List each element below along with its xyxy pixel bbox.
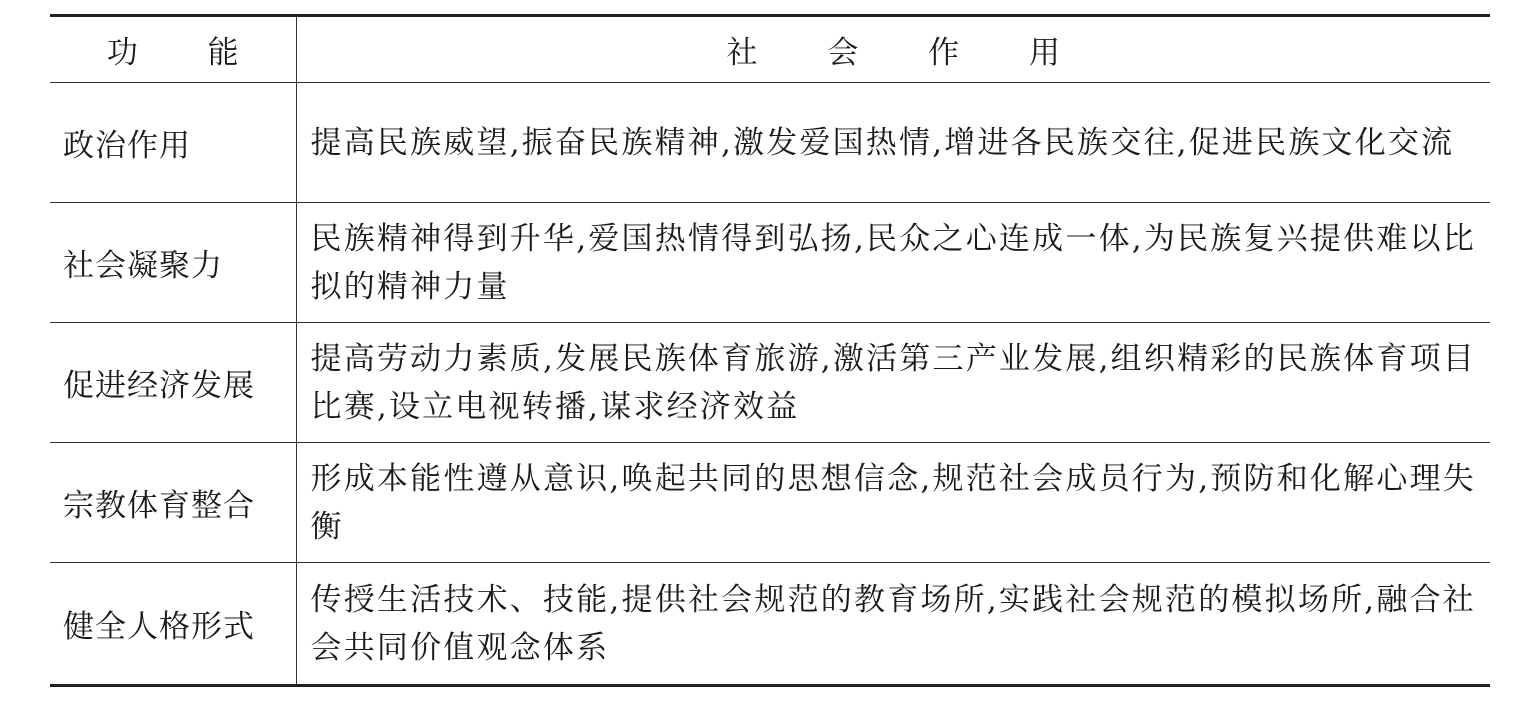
table-header-row xyxy=(50,16,1490,83)
role-cell: 民族精神得到升华,爱国热情得到弘扬,民众之心连成一体,为民族复兴提供难以比拟的精神力量 xyxy=(296,203,1490,323)
role-cell: 提高民族威望,振奋民族精神,激发爱国热情,增进各民族交往,促进民族文化交流 xyxy=(310,124,1455,161)
header-social-role: 社 会 作 用 xyxy=(296,16,1490,83)
function-cell: 政治作用 xyxy=(50,83,296,203)
function-table-container xyxy=(50,14,1490,687)
role-cell: 提高劳动力素质,发展民族体育旅游,激活第三产业发展,组织精彩的民族体育项目比赛,设立电视转播,谋求经济效益 xyxy=(296,323,1490,443)
table-row xyxy=(50,203,1490,323)
function-cell: 健全人格形式 xyxy=(50,563,296,686)
header-function: 功 能 xyxy=(50,16,296,83)
function-role-table xyxy=(50,14,1490,687)
role-cell: 形成本能性遵从意识,唤起共同的思想信念,规范社会成员行为,预防和化解心理失衡 xyxy=(296,443,1490,563)
table-row xyxy=(50,83,1490,203)
function-cell: 社会凝聚力 xyxy=(50,203,296,323)
table-row xyxy=(50,443,1490,563)
function-cell: 宗教体育整合 xyxy=(50,443,296,563)
role-cell: 传授生活技术、技能,提供社会规范的教育场所,实践社会规范的模拟场所,融合社会共同价值观念体系 xyxy=(296,563,1490,686)
function-cell: 促进经济发展 xyxy=(50,323,296,443)
table-row xyxy=(50,323,1490,443)
table-row xyxy=(50,563,1490,686)
